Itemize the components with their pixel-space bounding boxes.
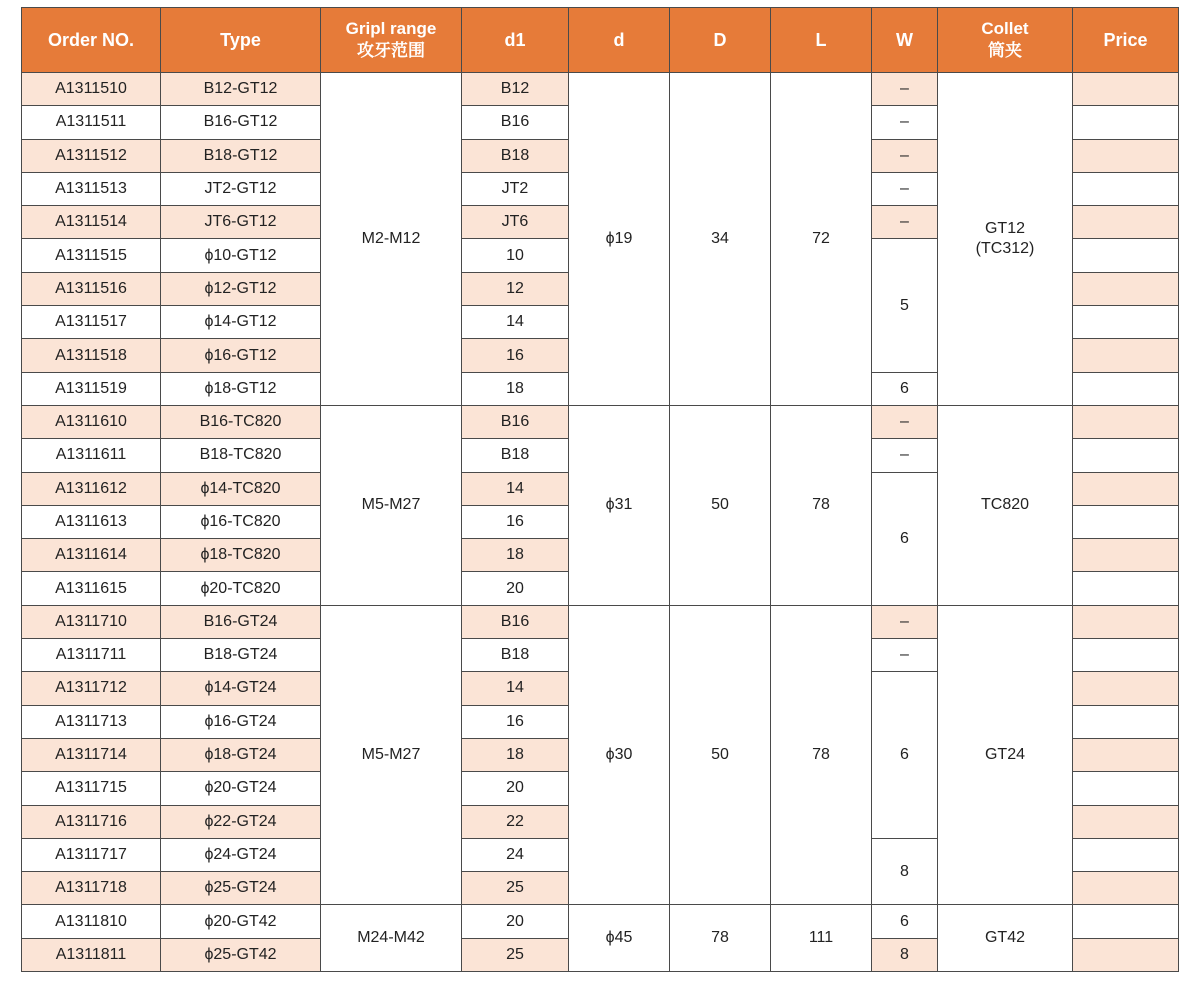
order-no-cell: A1311515	[22, 239, 161, 272]
d1-cell: B18	[462, 439, 569, 472]
D-cell: 50	[670, 405, 771, 605]
d1-cell: 24	[462, 838, 569, 871]
w-cell: –	[872, 605, 938, 638]
w-cell: 8	[872, 938, 938, 971]
type-cell: ϕ24-GT24	[161, 838, 321, 871]
order-no-cell: A1311613	[22, 505, 161, 538]
type-cell: ϕ22-GT24	[161, 805, 321, 838]
order-no-cell: A1311615	[22, 572, 161, 605]
type-cell: ϕ18-TC820	[161, 539, 321, 572]
w-cell: –	[872, 206, 938, 239]
type-cell: B18-GT24	[161, 639, 321, 672]
type-cell: B18-TC820	[161, 439, 321, 472]
d1-cell: B16	[462, 106, 569, 139]
order-no-cell: A1311513	[22, 172, 161, 205]
type-cell: ϕ14-GT24	[161, 672, 321, 705]
price-cell	[1073, 73, 1179, 106]
d1-cell: B16	[462, 405, 569, 438]
d1-cell: 20	[462, 772, 569, 805]
type-cell: ϕ14-TC820	[161, 472, 321, 505]
price-cell	[1073, 505, 1179, 538]
order-no-cell: A1311514	[22, 206, 161, 239]
header-d1: d1	[462, 8, 569, 73]
type-cell: ϕ16-GT24	[161, 705, 321, 738]
header-gripl-range: Gripl range 攻牙范围	[321, 8, 462, 73]
L-cell: 78	[771, 405, 872, 605]
price-cell	[1073, 306, 1179, 339]
d1-cell: 20	[462, 905, 569, 938]
type-cell: ϕ12-GT12	[161, 272, 321, 305]
type-cell: ϕ16-TC820	[161, 505, 321, 538]
order-no-cell: A1311614	[22, 539, 161, 572]
d1-cell: 20	[462, 572, 569, 605]
d1-cell: 14	[462, 672, 569, 705]
price-cell	[1073, 372, 1179, 405]
price-cell	[1073, 572, 1179, 605]
price-cell	[1073, 705, 1179, 738]
order-no-cell: A1311711	[22, 639, 161, 672]
d1-cell: B18	[462, 639, 569, 672]
w-cell: 6	[872, 372, 938, 405]
type-cell: B18-GT12	[161, 139, 321, 172]
d1-cell: B16	[462, 605, 569, 638]
table-row	[22, 405, 1179, 438]
price-cell	[1073, 339, 1179, 372]
price-cell	[1073, 206, 1179, 239]
L-cell: 111	[771, 905, 872, 972]
price-cell	[1073, 805, 1179, 838]
order-no-cell: A1311510	[22, 73, 161, 106]
w-cell: 6	[872, 472, 938, 605]
header-type: Type	[161, 8, 321, 73]
d1-cell: 18	[462, 738, 569, 771]
gripl-range-cell: M5-M27	[321, 605, 462, 905]
price-cell	[1073, 239, 1179, 272]
d1-cell: B12	[462, 73, 569, 106]
type-cell: ϕ25-GT42	[161, 938, 321, 971]
order-no-cell: A1311610	[22, 405, 161, 438]
L-cell: 78	[771, 605, 872, 905]
d1-cell: JT2	[462, 172, 569, 205]
order-no-cell: A1311712	[22, 672, 161, 705]
order-no-cell: A1311517	[22, 306, 161, 339]
order-no-cell: A1311519	[22, 372, 161, 405]
price-cell	[1073, 772, 1179, 805]
collet-line: GT42	[984, 929, 1025, 947]
collet-cell	[938, 405, 1073, 605]
w-cell: 6	[872, 672, 938, 838]
w-cell: –	[872, 172, 938, 205]
gripl-range-cell: M5-M27	[321, 405, 462, 605]
w-cell: –	[872, 139, 938, 172]
price-cell	[1073, 672, 1179, 705]
type-cell: B12-GT12	[161, 73, 321, 106]
price-cell	[1073, 738, 1179, 771]
collet-line: (TC312)	[975, 239, 1035, 257]
w-cell: 5	[872, 239, 938, 372]
table-row	[22, 605, 1179, 638]
d1-cell: 12	[462, 272, 569, 305]
d1-cell: B18	[462, 139, 569, 172]
price-cell	[1073, 838, 1179, 871]
price-cell	[1073, 172, 1179, 205]
price-cell	[1073, 905, 1179, 938]
w-cell: –	[872, 73, 938, 106]
price-cell	[1073, 139, 1179, 172]
order-no-cell: A1311516	[22, 272, 161, 305]
price-cell	[1073, 539, 1179, 572]
price-cell	[1073, 439, 1179, 472]
d1-cell: 16	[462, 705, 569, 738]
order-no-cell: A1311717	[22, 838, 161, 871]
order-no-cell: A1311512	[22, 139, 161, 172]
type-cell: ϕ18-GT24	[161, 738, 321, 771]
order-no-cell: A1311612	[22, 472, 161, 505]
L-cell: 72	[771, 73, 872, 406]
d1-cell: 16	[462, 505, 569, 538]
order-no-cell: A1311718	[22, 872, 161, 905]
collet-cell	[938, 73, 1073, 406]
d1-cell: 14	[462, 306, 569, 339]
price-cell	[1073, 639, 1179, 672]
price-cell	[1073, 106, 1179, 139]
price-cell	[1073, 938, 1179, 971]
w-cell: 6	[872, 905, 938, 938]
table-row	[22, 73, 1179, 106]
price-cell	[1073, 272, 1179, 305]
header-price: Price	[1073, 8, 1179, 73]
header-row	[22, 8, 1179, 73]
type-cell: JT2-GT12	[161, 172, 321, 205]
table-body	[22, 73, 1179, 972]
spec-table	[21, 7, 1179, 972]
type-cell: B16-GT24	[161, 605, 321, 638]
gripl-range-cell: M24-M42	[321, 905, 462, 972]
collet-line: GT24	[984, 746, 1025, 764]
order-no-cell: A1311714	[22, 738, 161, 771]
order-no-cell: A1311713	[22, 705, 161, 738]
d1-cell: 10	[462, 239, 569, 272]
d1-cell: JT6	[462, 206, 569, 239]
D-cell: 50	[670, 605, 771, 905]
header-d: d	[569, 8, 670, 73]
header-order-no: Order NO.	[22, 8, 161, 73]
order-no-cell: A1311810	[22, 905, 161, 938]
header-L: L	[771, 8, 872, 73]
d-cell: ϕ31	[569, 405, 670, 605]
d1-cell: 18	[462, 539, 569, 572]
w-cell: 8	[872, 838, 938, 905]
order-no-cell: A1311716	[22, 805, 161, 838]
order-no-cell: A1311811	[22, 938, 161, 971]
type-cell: B16-TC820	[161, 405, 321, 438]
d1-cell: 22	[462, 805, 569, 838]
table-row	[22, 905, 1179, 938]
collet-line: TC820	[980, 496, 1030, 514]
header-D: D	[670, 8, 771, 73]
type-cell: B16-GT12	[161, 106, 321, 139]
D-cell: 78	[670, 905, 771, 972]
type-cell: ϕ20-GT42	[161, 905, 321, 938]
collet-cell	[938, 605, 1073, 905]
price-cell	[1073, 405, 1179, 438]
order-no-cell: A1311715	[22, 772, 161, 805]
type-cell: JT6-GT12	[161, 206, 321, 239]
d1-cell: 14	[462, 472, 569, 505]
d1-cell: 16	[462, 339, 569, 372]
D-cell: 34	[670, 73, 771, 406]
type-cell: ϕ20-GT24	[161, 772, 321, 805]
type-cell: ϕ10-GT12	[161, 239, 321, 272]
d1-cell: 18	[462, 372, 569, 405]
order-no-cell: A1311710	[22, 605, 161, 638]
price-cell	[1073, 605, 1179, 638]
header-collet: Collet 筒夹	[938, 8, 1073, 73]
w-cell: –	[872, 439, 938, 472]
d-cell: ϕ30	[569, 605, 670, 905]
price-cell	[1073, 472, 1179, 505]
collet-cell	[938, 905, 1073, 972]
w-cell: –	[872, 639, 938, 672]
type-cell: ϕ16-GT12	[161, 339, 321, 372]
header-W: W	[872, 8, 938, 73]
collet-line: GT12	[984, 219, 1025, 237]
d-cell: ϕ45	[569, 905, 670, 972]
gripl-range-cell: M2-M12	[321, 73, 462, 406]
order-no-cell: A1311518	[22, 339, 161, 372]
d-cell: ϕ19	[569, 73, 670, 406]
type-cell: ϕ20-TC820	[161, 572, 321, 605]
order-no-cell: A1311611	[22, 439, 161, 472]
type-cell: ϕ25-GT24	[161, 872, 321, 905]
price-cell	[1073, 872, 1179, 905]
type-cell: ϕ14-GT12	[161, 306, 321, 339]
type-cell: ϕ18-GT12	[161, 372, 321, 405]
order-no-cell: A1311511	[22, 106, 161, 139]
d1-cell: 25	[462, 872, 569, 905]
w-cell: –	[872, 405, 938, 438]
d1-cell: 25	[462, 938, 569, 971]
w-cell: –	[872, 106, 938, 139]
